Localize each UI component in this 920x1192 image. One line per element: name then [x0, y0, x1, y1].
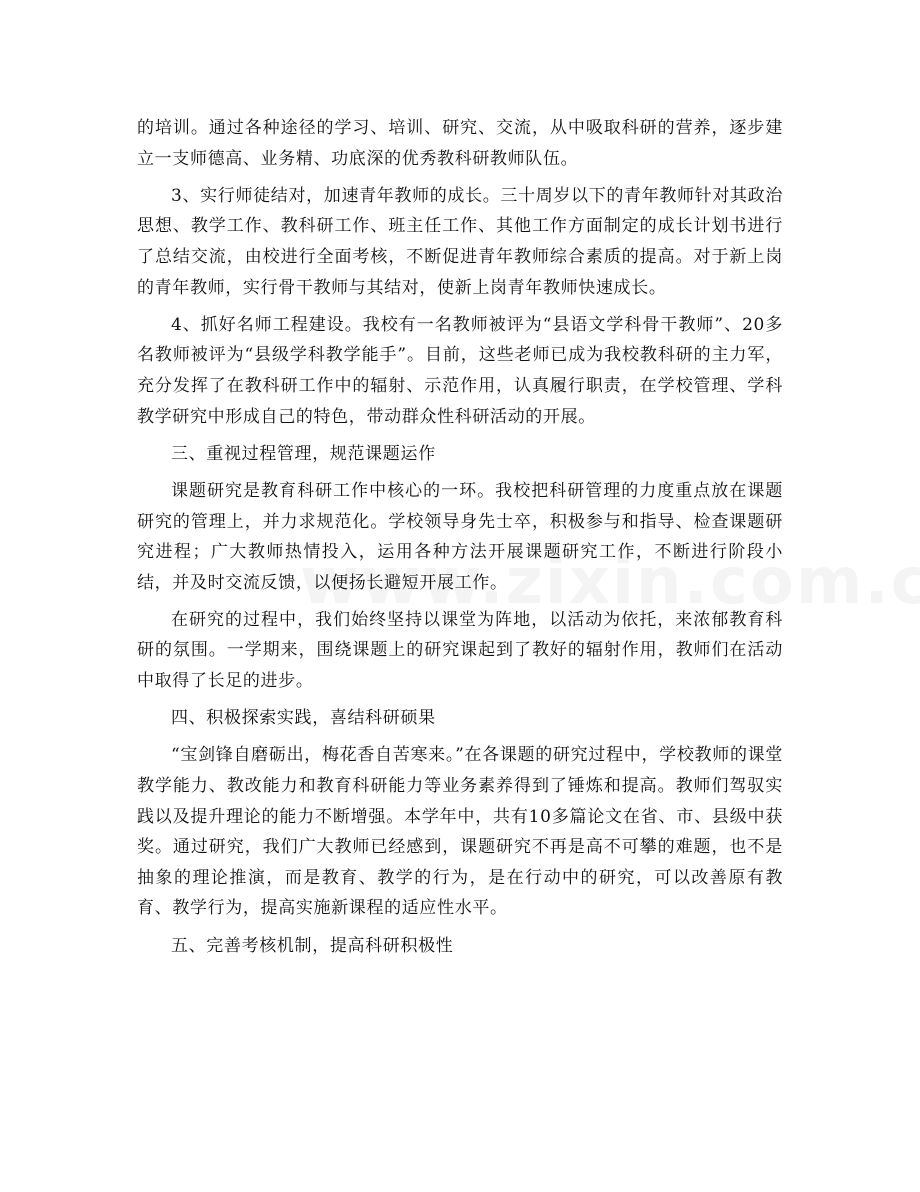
- paragraph-continued: 的培训。通过各种途径的学习、培训、研究、交流，从中吸取科研的营养，逐步建立一支师德高、业务精、功底深的优秀教科研教师队伍。: [137, 118, 783, 169]
- section-heading-4: 四、积极探索实践，喜结科研硕果: [171, 708, 436, 729]
- section-heading-5: 五、完善考核机制，提高科研积极性: [171, 935, 454, 956]
- document-body: [137, 113, 783, 968]
- paragraph-mentor-pairing: 3、实行师徒结对，加速青年教师的成长。三十周岁以下的青年教师针对其政治思想、教学工作、教科研工作、班主任工作、其他工作方面制定的成长计划书进行了总结交流，由校进行全面考核，不断促进青年教师综合素质的提高。对于新上岗的青年教师，实行骨干教师与其结对，使新上岗青年教师快速成长。: [137, 185, 783, 298]
- paragraph-topic-research: 课题研究是教育科研工作中核心的一环。我校把科研管理的力度重点放在课题研究的管理上，并力求规范化。学校领导身先士卒，积极参与和指导、检查课题研究进程；广大教师热情投入，运用各种方法开展课题研究工作，不断进行阶段小结，并及时交流反馈，以便扬长避短开展工作。: [137, 480, 783, 593]
- section-heading-3: 三、重视过程管理，规范课题运作: [171, 443, 436, 464]
- paragraph-famous-teacher-project: 4、抓好名师工程建设。我校有一名教师被评为“县语文学科骨干教师”、20多名教师被评为“县级学科教学能手”。目前，这些老师已成为我校教科研的主力军，充分发挥了在教科研工作中的辐射、示范作用，认真履行职责，在学校管理、学科教学研究中形成自己的特色，带动群众性科研活动的开展。: [137, 314, 783, 427]
- paragraph-research-process: 在研究的过程中，我们始终坚持以课堂为阵地，以活动为依托，来浓郁教育科研的氛围。一学期来，围绕课题上的研究课起到了教好的辐射作用，教师们在活动中取得了长足的进步。: [137, 609, 783, 692]
- paragraph-research-results: “宝剑锋自磨砺出，梅花香自苦寒来。”在各课题的研究过程中，学校教师的课堂教学能力、教改能力和教育科研能力等业务素养得到了锤炼和提高。教师们驾驭实践以及提升理论的能力不断增强。本学年中，共有10多篇论文在省、市、县级中获奖。通过研究，我们广大教师已经感到，课题研究不再是高不可攀的难题，也不是抽象的理论推演，而是教育、教学的行为，是在行动中的研究，可以改善原有教育、教学行为，提高实施新课程的适应性水平。: [137, 745, 783, 919]
